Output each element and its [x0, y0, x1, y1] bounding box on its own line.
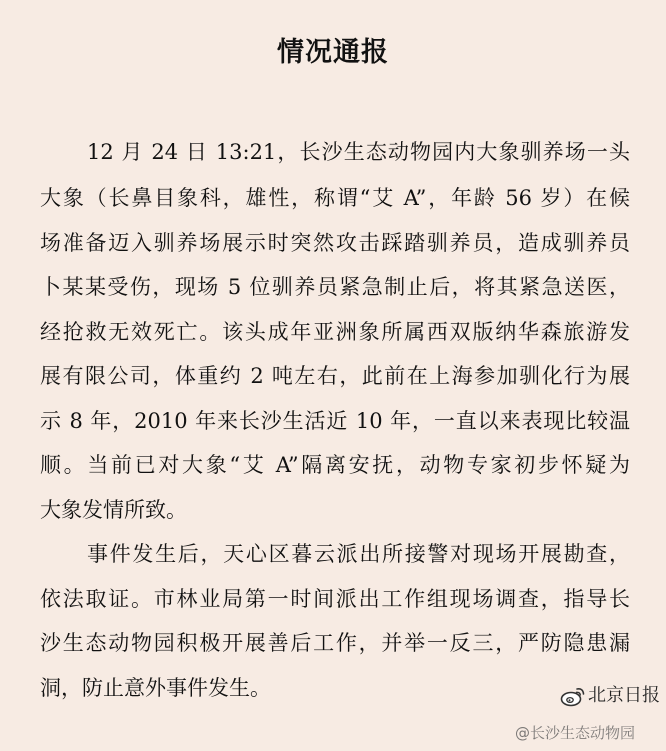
paragraph-2-line: 洞，防止意外事件发生。	[40, 676, 271, 700]
paragraph-1-line: 展有限公司，体重约 2 吨左右，此前在上海参加驯化行为展	[40, 364, 630, 388]
paragraph-1-line: 大象（长鼻目象科，雄性，称谓“艾 A”，年龄 56 岁）在候	[40, 186, 630, 210]
weibo-icon	[560, 684, 586, 708]
paragraph-1-line: 示 8 年，2010 年来长沙生活近 10 年，一直以来表现比较温	[40, 409, 630, 433]
paragraph-1-line: 12 月 24 日 13:21，长沙生态动物园内大象驯养场一头	[87, 140, 630, 164]
paragraph-1-line: 场准备迈入驯养场展示时突然攻击踩踏驯养员，造成驯养员	[40, 231, 630, 255]
paragraph-2-line: 事件发生后，天心区暮云派出所接警对现场开展勘查，	[87, 542, 630, 566]
paragraph-1-line: 大象发情所致。	[40, 498, 187, 522]
paragraph-2-line: 沙生态动物园积极开展善后工作，并举一反三，严防隐患漏	[40, 631, 630, 655]
notice-title: 情况通报	[277, 37, 389, 68]
weibo-watermark	[515, 680, 666, 751]
paragraph-1-line: 卜某某受伤，现场 5 位驯养员紧急制止后，将其紧急送医，	[40, 275, 630, 299]
paragraph-1-line: 顺。当前已对大象“艾 A”隔离安抚，动物专家初步怀疑为	[40, 453, 630, 477]
paragraph-1-line: 经抢救无效死亡。该头成年亚洲象所属西双版纳华森旅游发	[40, 320, 630, 344]
watermark-brand: 北京日报	[588, 685, 660, 706]
paragraph-2-line: 依法取证。市林业局第一时间派出工作组现场调查，指导长	[40, 587, 630, 611]
watermark-source: @长沙生态动物园	[515, 724, 636, 742]
